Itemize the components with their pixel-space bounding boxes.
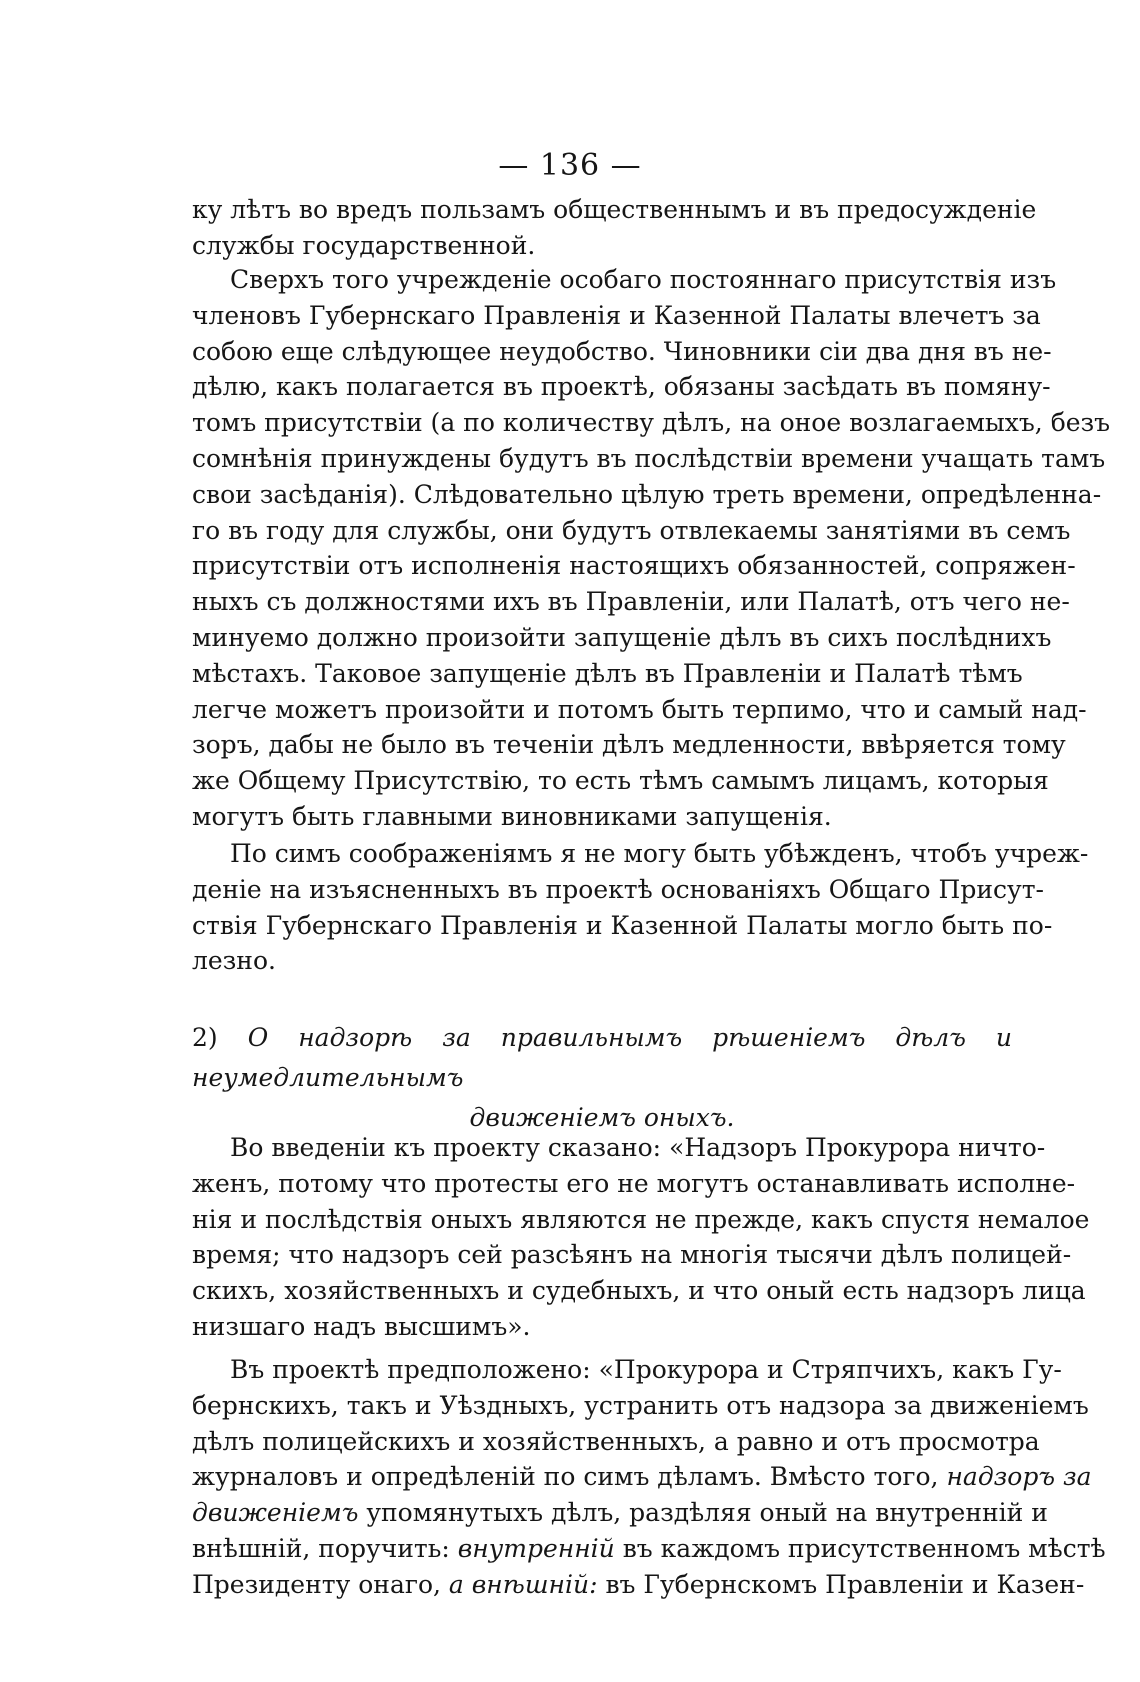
text-line: могутъ быть главными виновниками запущенія.	[192, 801, 832, 831]
text-line	[192, 1495, 1048, 1531]
text-line: минуемо должно произойти запущеніе дѣлъ въ сихъ послѣднихъ	[192, 622, 1052, 652]
text-run: въ каждомъ присутственномъ мѣстѣ	[622, 1533, 1106, 1563]
text-run: упомянутыхъ дѣлъ, раздѣляя оный на внутренній и	[366, 1498, 1048, 1528]
text-line: ку лѣтъ во вредъ пользамъ общественнымъ и въ предосужденіе	[192, 195, 1037, 224]
text-line: службы государственной.	[192, 230, 536, 260]
text-line: легче можетъ произойти и потомъ быть терпимо, что и самый над-	[192, 694, 1087, 724]
text-line: ствія Губернскаго Правленія и Казенной Палаты могло быть по-	[192, 910, 1053, 940]
text-line: же Общему Присутствію, то есть тѣмъ самымъ лицамъ, которыя	[192, 766, 1049, 796]
text-line: членовъ Губернскаго Правленія и Казенной Палаты влечетъ за	[192, 300, 1041, 330]
section-heading-line1	[192, 1018, 1012, 1098]
text-line: низшаго надъ высшимъ».	[192, 1311, 531, 1341]
text-line: время; что надзоръ сей разсѣянъ на многія тысячи дѣлъ полицей-	[192, 1240, 1072, 1270]
text-line	[192, 1567, 1085, 1603]
paragraph-continuation	[192, 192, 1037, 264]
text-line: нія и послѣдствія оныхъ являются не прежде, какъ спустя немалое	[192, 1204, 1090, 1234]
text-line: бернскихъ, такъ и Уѣздныхъ, устранить отъ надзора за движеніемъ	[192, 1390, 1089, 1420]
text-line: зоръ, дабы не было въ теченіи дѣлъ медленности, ввѣряется тому	[192, 730, 1066, 760]
text-line: томъ присутствіи (а по количеству дѣлъ, на оное возлагаемыхъ, безъ	[192, 408, 1111, 438]
text-line: присутствіи отъ исполненія настоящихъ обязанностей, сопряжен-	[192, 551, 1076, 581]
page-number: — 136 —	[498, 148, 642, 183]
section-title-part1: О надзорѣ за правильнымъ рѣшеніемъ дѣлъ и неумедлительнымъ	[192, 1023, 1012, 1092]
text-line: го въ году для службы, они будутъ отвлекаемы занятіями въ семъ	[192, 515, 1071, 545]
paragraph-conclusion	[192, 836, 1089, 979]
text-line: деніе на изъясненныхъ въ проектѣ основаніяхъ Общаго Присут-	[192, 874, 1045, 904]
section-heading	[192, 1018, 1012, 1138]
paragraph-introduction-quote	[192, 1130, 1090, 1345]
paragraph-inconvenience	[192, 262, 1111, 835]
text-line: сомнѣнія принуждены будутъ въ послѣдствіи времени учащать тамъ	[192, 443, 1106, 473]
text-line: лезно.	[192, 946, 276, 976]
text-run: журналовъ и опредѣленій по симъ дѣламъ. Вмѣсто того,	[192, 1462, 939, 1492]
text-line: Во введеніи къ проекту сказано: «Надзоръ Прокурора ничто-	[230, 1133, 1046, 1162]
text-line: свои засѣданія). Слѣдовательно цѣлую треть времени, опредѣленна-	[192, 479, 1102, 509]
text-line: дѣлю, какъ полагается въ проектѣ, обязаны засѣдать въ помяну-	[192, 372, 1051, 402]
text-run: Президенту онаго,	[192, 1569, 441, 1599]
text-line	[192, 1531, 1106, 1567]
text-line: дѣлъ полицейскихъ и хозяйственныхъ, а равно и отъ просмотра	[192, 1426, 1040, 1456]
paragraph-project-proposal	[192, 1352, 1106, 1603]
text-line: мѣстахъ. Таковое запущеніе дѣлъ въ Правленіи и Палатѣ тѣмъ	[192, 658, 1023, 688]
text-run: въ Губернскомъ Правленіи и Казен-	[605, 1569, 1085, 1599]
italic-run: внутренній	[457, 1533, 615, 1563]
text-line: ныхъ съ должностями ихъ въ Правленіи, или Палатѣ, отъ чего не-	[192, 587, 1070, 617]
text-run: внѣшній, поручить:	[192, 1533, 450, 1563]
section-title-part2: движеніемъ оныхъ.	[469, 1103, 735, 1132]
text-line: собою еще слѣдующее неудобство. Чиновники сіи два дня въ не-	[192, 336, 1052, 366]
section-number: 2)	[192, 1023, 218, 1052]
italic-run: надзоръ за	[946, 1462, 1092, 1492]
text-line: По симъ соображеніямъ я не могу быть убѣжденъ, чтобъ учреж-	[230, 839, 1089, 868]
text-line	[192, 1459, 1092, 1495]
text-line: Сверхъ того учрежденіе особаго постояннаго присутствія изъ	[230, 265, 1057, 294]
italic-run: движеніемъ	[192, 1498, 359, 1528]
text-line: Въ проектѣ предположено: «Прокурора и Стряпчихъ, какъ Гу-	[230, 1355, 1062, 1384]
text-line: скихъ, хозяйственныхъ и судебныхъ, и что оный есть надзоръ лица	[192, 1276, 1086, 1306]
italic-run: а внѣшній:	[448, 1569, 598, 1599]
text-line: женъ, потому что протесты его не могутъ останавливать исполне-	[192, 1168, 1076, 1198]
